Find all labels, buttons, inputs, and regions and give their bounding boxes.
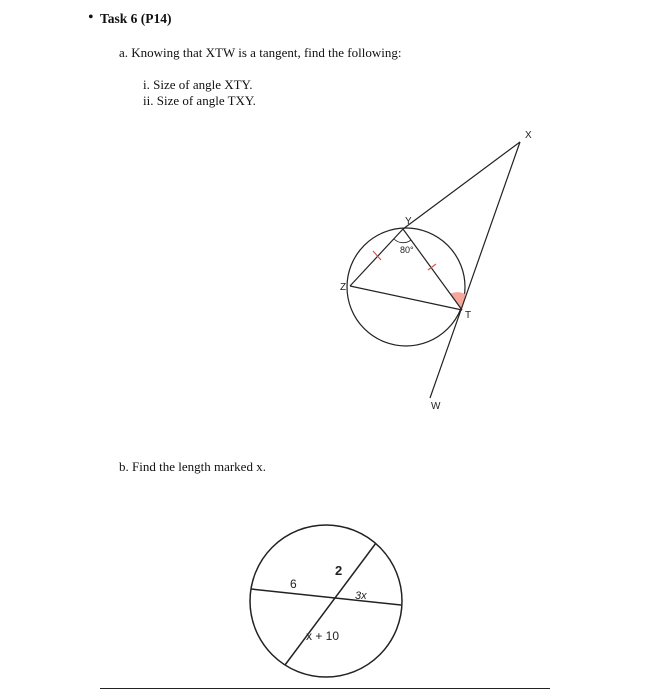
label-three-x: 3x bbox=[355, 590, 367, 602]
chord-horizontal bbox=[251, 589, 401, 605]
part-a-item-2: ii. Size of angle TXY. bbox=[143, 93, 256, 108]
label-x: X bbox=[525, 130, 532, 141]
tangent-line-xtw bbox=[430, 142, 520, 398]
label-y: Y bbox=[405, 216, 412, 227]
bottom-divider bbox=[100, 688, 550, 689]
part-b-prompt: b. Find the length marked x. bbox=[119, 459, 266, 474]
label-t: T bbox=[465, 310, 472, 321]
chord-diagonal bbox=[285, 543, 376, 665]
part-a-item-1: i. Size of angle XTY. bbox=[143, 77, 253, 92]
angle-zyt-arc bbox=[394, 239, 411, 243]
intersecting-chords-diagram bbox=[250, 525, 402, 677]
task-title: Task 6 (P14) bbox=[100, 11, 172, 26]
label-z: Z bbox=[340, 282, 347, 293]
angle-80-label: 80° bbox=[400, 245, 414, 255]
circle-tangent-diagram bbox=[347, 142, 520, 398]
label-six: 6 bbox=[290, 577, 297, 591]
part-a-prompt: a. Knowing that XTW is a tangent, find the following: bbox=[119, 45, 402, 60]
tick-mark-yz bbox=[373, 251, 381, 260]
chord-yt bbox=[403, 229, 462, 310]
line-xy bbox=[403, 142, 520, 229]
chord-yz bbox=[350, 229, 403, 286]
chord-zt bbox=[350, 286, 462, 310]
label-two: 2 bbox=[335, 563, 343, 578]
label-x-plus-10: x + 10 bbox=[306, 629, 340, 643]
label-w: W bbox=[431, 401, 441, 412]
circle-b bbox=[250, 525, 402, 677]
task-bullet: • bbox=[88, 9, 94, 26]
